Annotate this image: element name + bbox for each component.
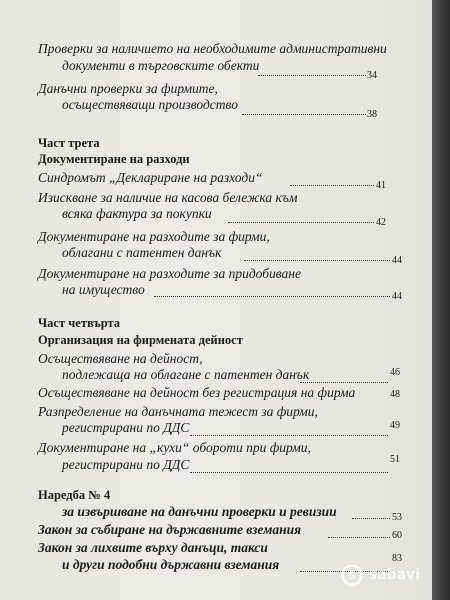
dot-leader xyxy=(190,472,388,473)
toc-entry-line: всяка фактура за покупки xyxy=(62,206,212,221)
part-title: Организация на фирмената дейност xyxy=(38,333,243,347)
toc-entry-line: Разпределение на данъчната тежест за фирми, xyxy=(38,404,318,419)
toc-entry-line: Осъществяване на дейност без регистрация на фирма xyxy=(38,385,356,400)
toc-entry-line: за извършване на данъчни проверки и ревизии xyxy=(62,504,337,519)
toc-entry-line: подлежаща на облагане с патентен данък xyxy=(62,367,310,382)
page-number: 49 xyxy=(390,420,400,431)
toc-entry-line: Осъществяване на дейност, xyxy=(38,351,203,366)
dot-leader xyxy=(290,185,374,186)
toc-entry-line: Закон за лихвите върху данъци, такси xyxy=(38,540,268,555)
dot-leader xyxy=(244,260,390,261)
page-number: 44 xyxy=(392,291,402,302)
toc-entry-line: регистрирани по ДДС xyxy=(62,420,190,435)
toc-entry-line: Проверки за наличието на необходимите административни xyxy=(38,41,387,56)
dot-leader xyxy=(300,382,388,383)
page-number: 53 xyxy=(392,512,402,523)
part-title: Документиране на разходи xyxy=(38,152,190,166)
toc-entry-line: Синдромът „Деклариране на разходи“ xyxy=(38,170,263,185)
page-number: 38 xyxy=(367,109,377,120)
page-number: 83 xyxy=(392,553,402,564)
watermark xyxy=(341,564,420,586)
toc-entry-line: Данъчни проверки за фирмите, xyxy=(38,81,218,96)
appendix-label: Наредба № 4 xyxy=(38,488,111,502)
toc-entry-line: документи в търговските обекти xyxy=(62,58,260,73)
page-edge-shadow xyxy=(432,0,450,600)
part-label: Част четвърта xyxy=(38,316,121,330)
page-number: 46 xyxy=(390,367,400,378)
page-number: 34 xyxy=(367,70,377,81)
page-number: 51 xyxy=(390,454,400,465)
dot-leader xyxy=(352,518,390,519)
toc-entry-line: на имущество xyxy=(62,282,145,297)
part-label: Част трета xyxy=(38,136,100,150)
dot-leader xyxy=(154,296,390,297)
toc-entry-line: Изискване за наличие на касова бележка към xyxy=(38,190,298,205)
page-number: 44 xyxy=(392,255,402,266)
page-number: 48 xyxy=(390,389,400,400)
dot-leader xyxy=(242,114,366,115)
dot-leader xyxy=(228,222,374,223)
page-number: 60 xyxy=(392,530,402,541)
dot-leader xyxy=(328,537,390,538)
toc-entry-line: осъществяващи производство xyxy=(62,97,238,112)
sabavi-logo-icon: S xyxy=(341,564,363,586)
watermark-text: sabavi xyxy=(368,567,420,583)
page-number: 41 xyxy=(376,180,386,191)
dot-leader xyxy=(258,75,366,76)
toc-entry-line: Документиране на разходите за фирми, xyxy=(38,229,270,244)
toc-entry-line: облагани с патентен данък xyxy=(62,245,222,260)
toc-entry-line: Документиране на „кухи“ обороти при фирми, xyxy=(38,440,311,455)
toc-entry-line: Документиране на разходите за придобиване xyxy=(38,266,301,281)
toc-entry-line: Закон за събиране на държавните вземания xyxy=(38,522,302,537)
toc-entry-line: регистрирани по ДДС xyxy=(62,457,190,472)
page-number: 42 xyxy=(376,217,386,228)
toc-entry-line: и други подобни държавни вземания xyxy=(62,557,280,572)
dot-leader xyxy=(190,435,388,436)
